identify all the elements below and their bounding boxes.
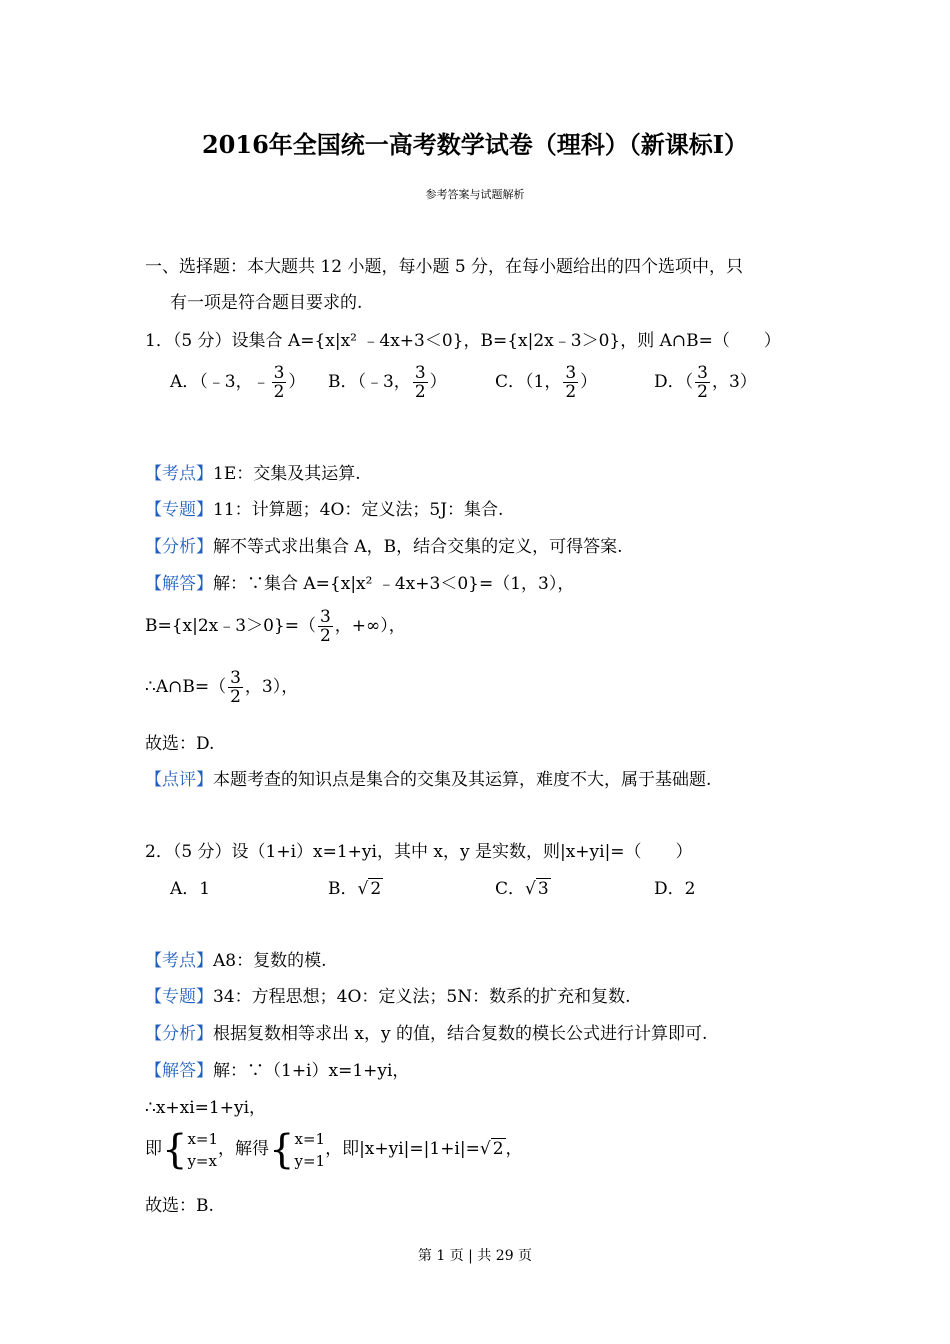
q2-jieda: [145, 1056, 409, 1081]
page-footer: 第 1 页 | 共 29 页: [417, 1248, 533, 1264]
sqrt-expression: √ 2: [479, 1139, 504, 1159]
q1-option-c-label: C．（1，: [495, 372, 562, 392]
q2-kaodian: [145, 946, 327, 971]
sys2-eq-b: y=1: [294, 1151, 326, 1170]
q2-option-b-label: B．: [328, 879, 358, 899]
q1-line-ans-post: ，3），: [244, 677, 299, 697]
kaodian-text: 1E：交集及其运算.: [213, 464, 361, 484]
fraction: [563, 364, 578, 401]
page-title: 2016年全国统一高考数学试卷（理科）（新课标Ⅰ）: [201, 130, 749, 159]
q1-line-b-post: ，+∞），: [334, 616, 406, 636]
dianping-text: 本题考查的知识点是集合的交集及其运算，难度不大，属于基础题.: [213, 770, 712, 790]
q2-line2: ∴x+xi=1+yi，: [145, 1098, 267, 1118]
q2-zhuanti: [145, 982, 630, 1007]
sys2-eq-a: x=1: [294, 1129, 326, 1148]
section-heading-line2: 有一项是符合题目要求的.: [170, 293, 363, 313]
q2-option-a: A．1: [170, 879, 211, 899]
sqrt-radicand: 2: [370, 879, 382, 899]
q1-option-d-label: D．（: [654, 372, 694, 392]
q1-stem: 1．（5 分）设集合 A={x|x² ﹣4x+3＜0}，B={x|2x﹣3＞0}，则 A∩B=（ ）: [145, 331, 781, 351]
sys1-eq-a: x=1: [187, 1129, 219, 1148]
fraction-denominator: 2: [697, 382, 708, 402]
sqrt-expression: √ 3: [525, 879, 549, 899]
fenxi-text: 解不等式求出集合 A，B，结合交集的定义，可得答案.: [213, 537, 623, 557]
sys1-eq-b: y=x: [187, 1151, 217, 1170]
q1-dianping: [145, 765, 711, 790]
zhuanti-text: 34：方程思想；4O：定义法；5N：数系的扩充和复数.: [213, 987, 631, 1007]
q1-zhuanti: [145, 495, 503, 520]
fraction-numerator: 3: [414, 363, 426, 383]
fenxi-tag: 【分析】: [145, 1024, 213, 1044]
q1-option-b-label: B．（﹣3，: [328, 372, 411, 392]
jieda-tag: 【解答】: [145, 574, 213, 594]
fraction-denominator: 2: [273, 382, 285, 402]
jieda-text: 解：∵集合 A={x|x² ﹣4x+3＜0}=（1，3），: [213, 574, 575, 594]
fenxi-tag: 【分析】: [145, 537, 213, 557]
jieda-tag: 【解答】: [145, 1061, 213, 1081]
sqrt-radicand: 3: [537, 879, 549, 899]
q2-fenxi: [145, 1019, 707, 1044]
q1-option-a-end: ）: [288, 372, 306, 392]
q1-kaodian: [145, 459, 361, 484]
q1-choose: 故选：D.: [145, 734, 215, 754]
sqrt-expression: √ 2: [357, 879, 382, 899]
q1-option-d-end: ，3）: [711, 372, 757, 392]
q2-option-d: D．2: [654, 879, 696, 899]
equation-system-2: [294, 1128, 325, 1172]
q1-line-ans-pre: ∴A∩B=（: [145, 677, 227, 697]
q2-tail-end: ，: [505, 1139, 523, 1159]
q1-option-a-label: A．（﹣3，﹣: [170, 372, 270, 392]
fraction: [272, 364, 287, 401]
fenxi-text: 根据复数相等求出 x，y 的值，结合复数的模长公式进行计算即可.: [213, 1024, 708, 1044]
q1-option-d: [654, 364, 757, 401]
fraction-denominator: 2: [414, 382, 426, 402]
q2-stem: 2．（5 分）设（1+i）x=1+yi，其中 x，y 是实数，则|x+yi|=（ ）: [145, 842, 693, 862]
fraction-denominator: 2: [319, 626, 331, 646]
zhuanti-tag: 【专题】: [145, 500, 213, 520]
fraction: [695, 364, 710, 401]
kaodian-text: A8：复数的模.: [213, 951, 327, 971]
q2-system-line: [145, 1127, 523, 1172]
fraction: [228, 669, 243, 706]
fraction-denominator: 2: [565, 382, 577, 402]
q2-option-c-label: C．: [495, 879, 526, 899]
fraction-numerator: 3: [230, 668, 241, 688]
brace-icon: {: [269, 1126, 295, 1173]
page-subtitle: 参考答案与试题解析: [425, 188, 525, 201]
sqrt-radicand: 2: [492, 1139, 504, 1159]
q2-option-c: [495, 874, 551, 899]
equation-system-1: [187, 1128, 218, 1172]
q1-fenxi: [145, 532, 623, 557]
fraction-numerator: 3: [273, 363, 285, 383]
fraction-denominator: 2: [230, 687, 241, 707]
q1-line-ans: [145, 669, 298, 706]
fraction: [318, 608, 333, 645]
q1-option-a: [170, 364, 305, 401]
q2-choose: 故选：B.: [145, 1196, 214, 1216]
q1-option-b-end: ）: [429, 372, 447, 392]
q1-option-c-end: ）: [580, 372, 598, 392]
zhuanti-text: 11：计算题；4O：定义法；5J：集合.: [213, 500, 504, 520]
zhuanti-tag: 【专题】: [145, 987, 213, 1007]
jieda-text: 解：∵（1+i）x=1+yi，: [213, 1061, 410, 1081]
q1-jieda: [145, 569, 574, 594]
kaodian-tag: 【考点】: [145, 464, 213, 484]
kaodian-tag: 【考点】: [145, 951, 213, 971]
q1-option-b: [328, 364, 447, 401]
fraction-numerator: 3: [565, 363, 577, 383]
q1-option-c: [495, 364, 597, 401]
q2-jiede: ，解得: [218, 1139, 270, 1159]
fraction-numerator: 3: [319, 607, 331, 627]
brace-icon: {: [162, 1126, 188, 1173]
section-heading-line1: 一、选择题：本大题共 12 小题，每小题 5 分，在每小题给出的四个选项中，只: [145, 257, 744, 277]
q1-line-b: [145, 608, 406, 645]
q2-ji: 即: [145, 1139, 162, 1159]
fraction-numerator: 3: [697, 363, 708, 383]
q2-tail: ，即|x+yi|=|1+i|=: [325, 1139, 480, 1159]
q1-line-b-pre: B={x|2x﹣3＞0}=（: [145, 616, 316, 636]
q2-option-b: [328, 874, 383, 899]
dianping-tag: 【点评】: [145, 770, 213, 790]
fraction: [413, 364, 428, 401]
